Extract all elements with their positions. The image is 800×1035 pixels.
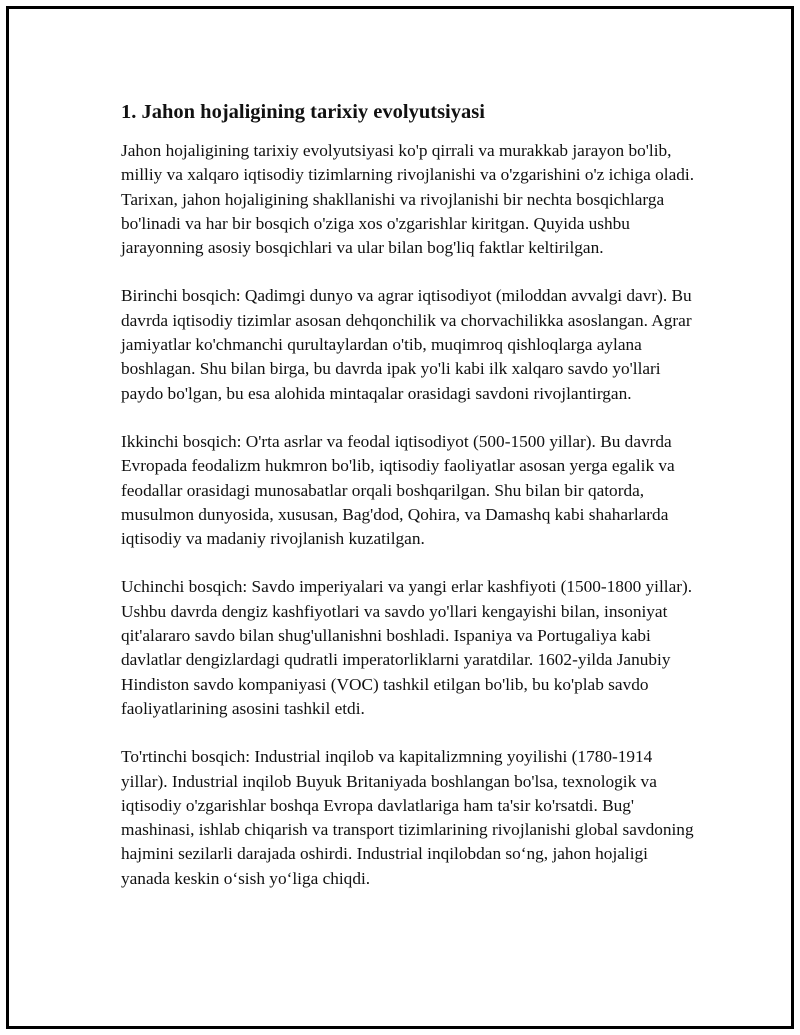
document-body bbox=[121, 99, 701, 915]
paragraph-stage-4: To'rtinchi bosqich: Industrial inqilob va kapitalizmning yoyilishi (1780-1914 yillar). Industrial inqilob Buyuk Britaniyada boshlangan bo'lsa, texnologik va iqtisodiy o'zgarishlar boshqa Evropa davlatlariga ham ta'sir ko'rsatdi. Bug' mashinasi, ishlab chiqarish va transport tizimlarining rivojlanishi global savdoning hajmini sezilarli darajada oshirdi. Industrial inqilobdan so‘ng, jahon hojaligi yanada keskin o‘sish yo‘liga chiqdi. bbox=[121, 747, 694, 888]
paragraph-stage-1: Birinchi bosqich: Qadimgi dunyo va agrar iqtisodiyot (miloddan avvalgi davr). Bu davrda iqtisodiy tizimlar asosan dehqonchilik va chorvachilikka asoslangan. Agrar jamiyatlar ko'chmanchi qurultaylardan o'tib, muqimroq qishloqlarga aylana boshlagan. Shu bilan birga, bu davrda ipak yo'li kabi ilk xalqaro savdo yo'llari paydo bo'lgan, bu esa alohida mintaqalar orasidagi savdoni rivojlantirgan. bbox=[121, 286, 692, 403]
section-heading: 1. Jahon hojaligining tarixiy evolyutsiyasi bbox=[121, 101, 485, 123]
paragraph-stage-2: Ikkinchi bosqich: O'rta asrlar va feodal iqtisodiyot (500-1500 yillar). Bu davrda Evropada feodalizm hukmron bo'lib, iqtisodiy faoliyatlar asosan yerga egalik va feodallar orasidagi munosabatlar orqali boshqarilgan. Shu bilan bir qatorda, musulmon dunyosida, xususan, Bag'dod, Qohira, va Damashq kabi shaharlarda iqtisodiy va madaniy rivojlanish kuzatilgan. bbox=[121, 431, 675, 549]
page-frame bbox=[6, 6, 794, 1029]
paragraph-intro: Jahon hojaligining tarixiy evolyutsiyasi ko'p qirrali va murakkab jarayon bo'lib, milliy va xalqaro iqtisodiy tizimlarning rivojlanishi va o'zgarishini o'z ichiga oladi. Tarixan, jahon hojaligining shakllanishi va rivojlanishi bir nechta bosqichlarga bo'linadi va har bir bosqich o'ziga xos o'zgarishlar kiritgan. Quyida ushbu jarayonning asosiy bosqichlari va ular bilan bog'liq faktlar keltirilgan. bbox=[121, 141, 695, 258]
paragraph-stage-3: Uchinchi bosqich: Savdo imperiyalari va yangi erlar kashfiyoti (1500-1800 yillar). Ushbu davrda dengiz kashfiyotlari va savdo yo'llari kengayishi bilan, insoniyat qit'alararo savdo bilan shug'ullanishni boshladi. Ispaniya va Portugaliya kabi davlatlar dengizlardagi qudratli imperatorliklarni yaratdilar. 1602-yilda Janubiy Hindiston savdo kompaniyasi (VOC) tashkil etilgan bo'lib, bu ko'plab savdo faoliyatlarining asosini tashkil etdi. bbox=[121, 577, 693, 718]
